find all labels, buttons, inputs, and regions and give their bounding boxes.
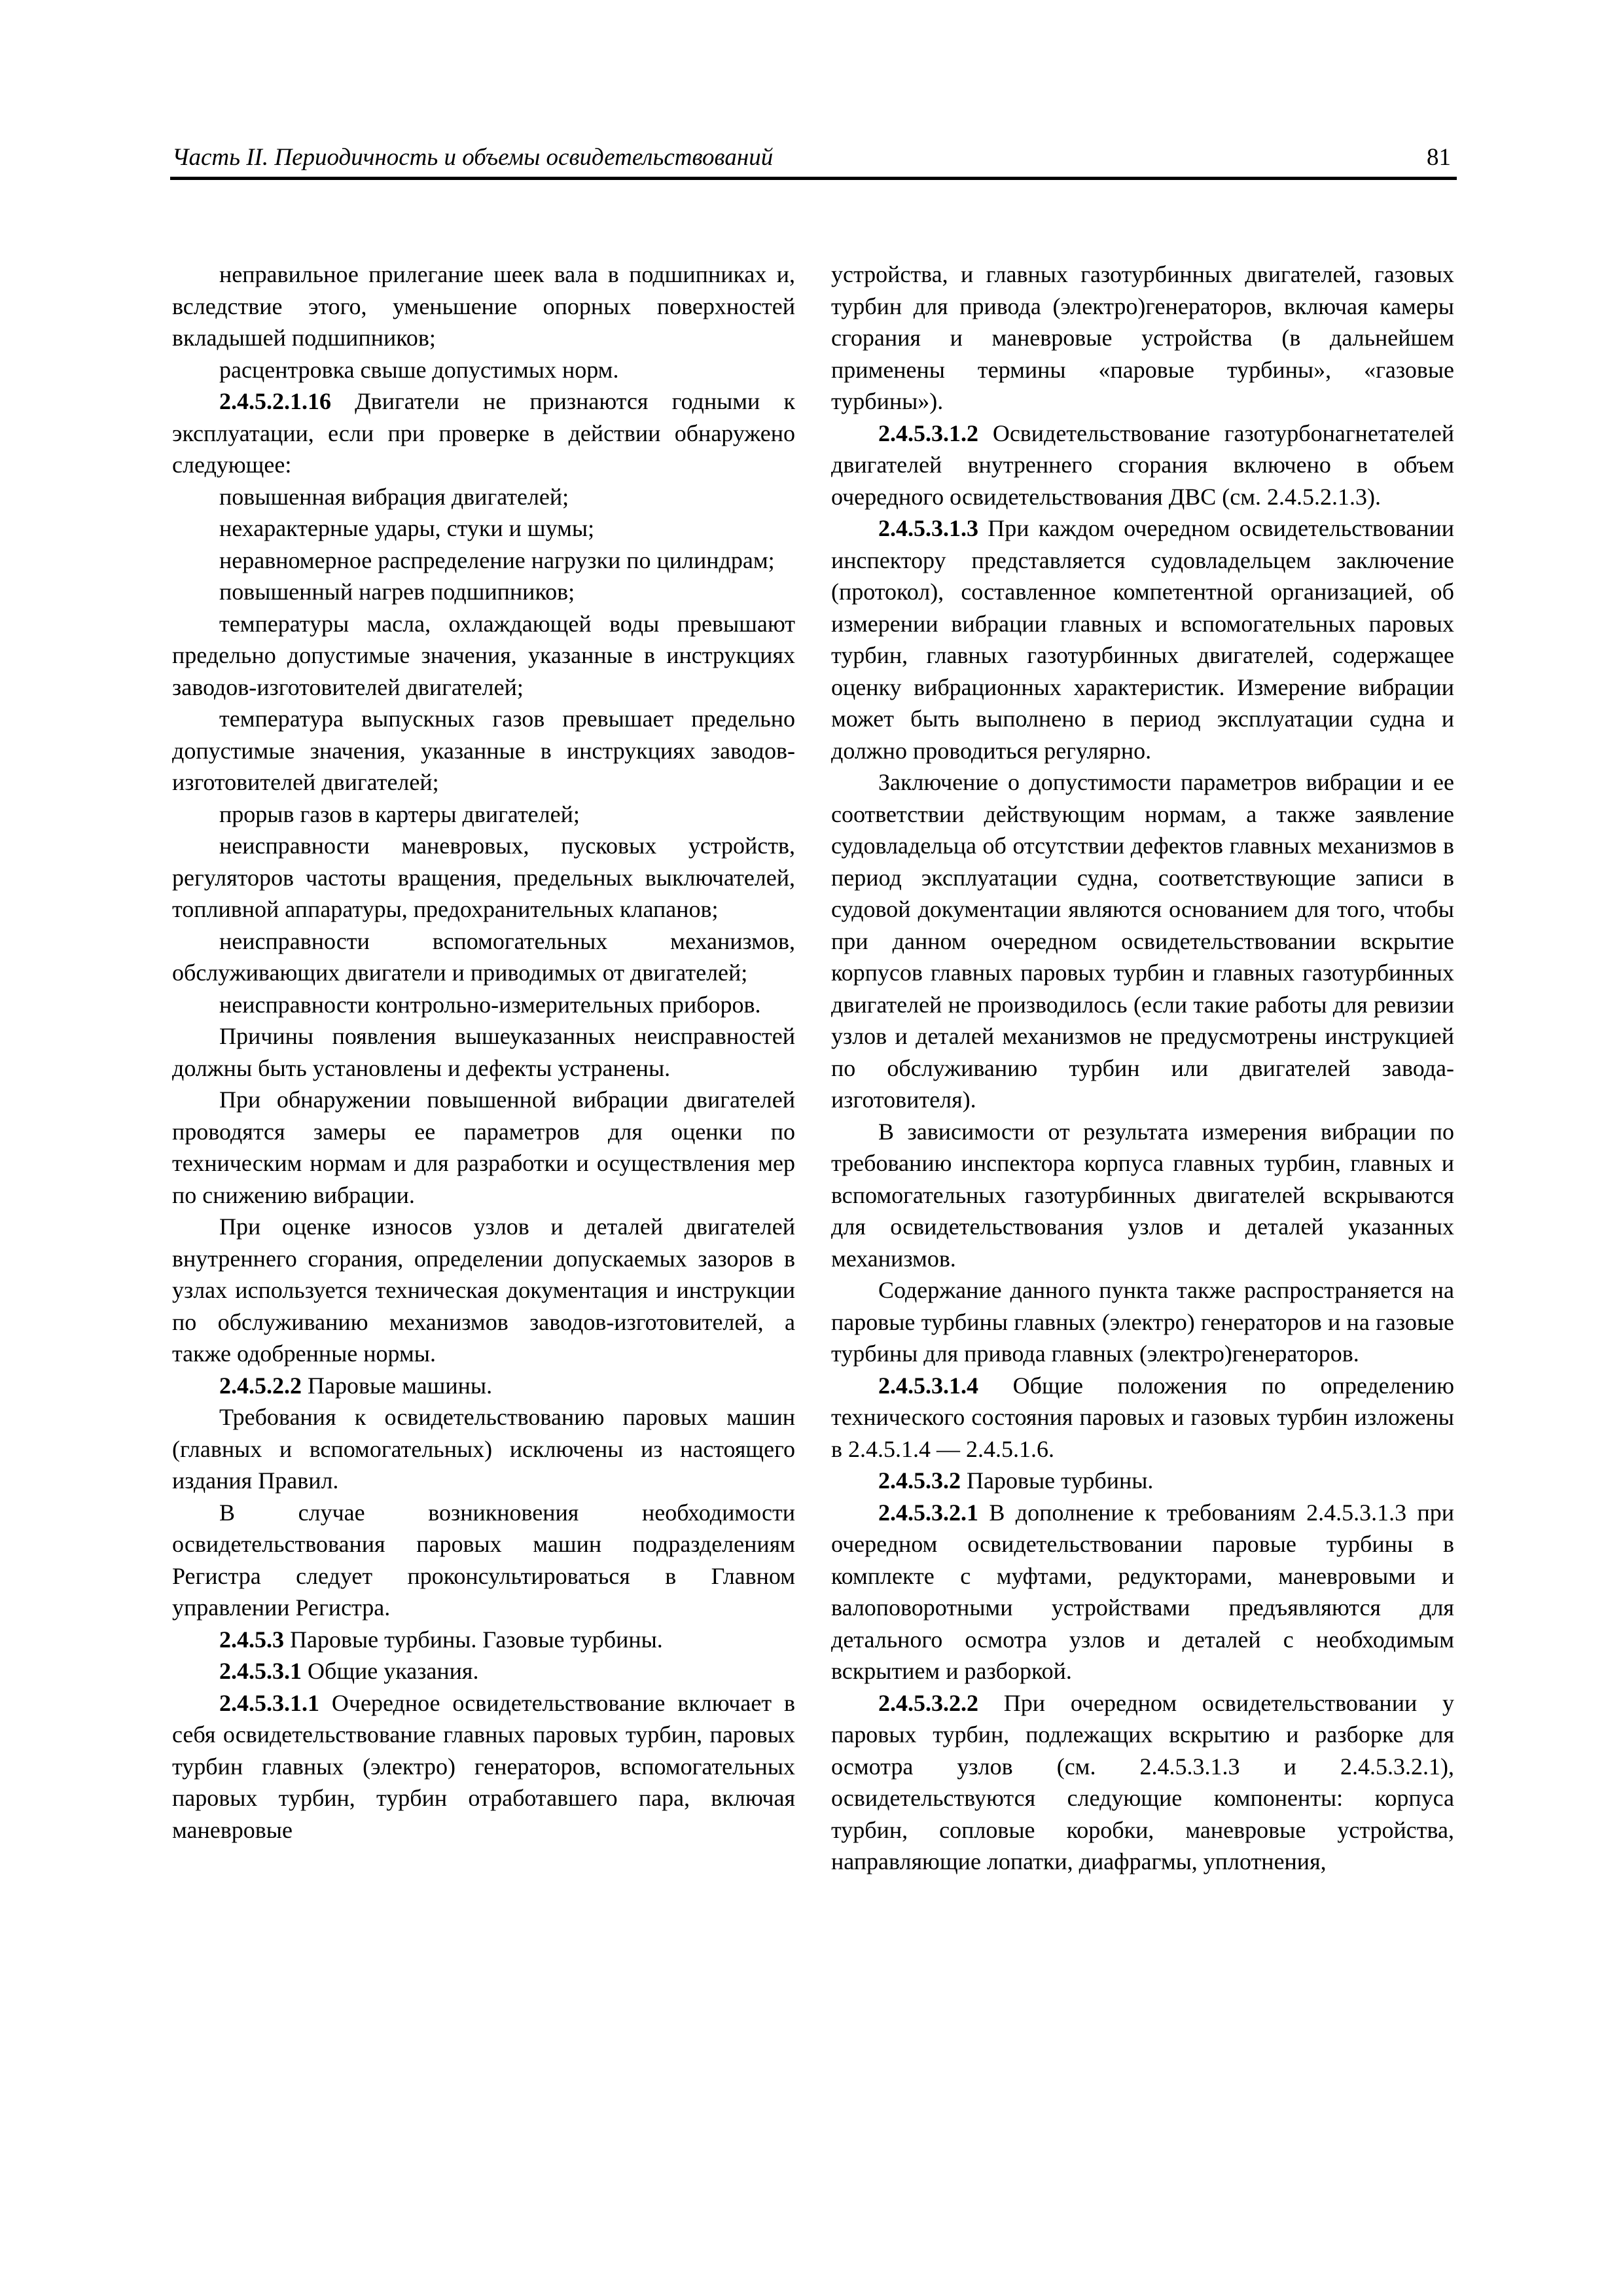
paragraph xyxy=(831,1274,1454,1370)
section-number: 2.4.5.3.1.3 xyxy=(878,515,978,541)
paragraph-text: температуры масла, охлаждающей воды превышают предельно допустимые значения, указанные в инструкциях заводов-изготовителей двигателей; xyxy=(172,610,795,700)
section-number: 2.4.5.3.1.4 xyxy=(878,1372,978,1399)
running-header-title: Часть II. Периодичность и объемы освидетельствований xyxy=(172,144,774,171)
paragraph-text: Содержание данного пункта также распространяется на паровые турбины главных (электро) генераторов и на газовые турбины для привода главных (электро)генераторов. xyxy=(831,1277,1454,1367)
paragraph xyxy=(172,925,795,989)
paragraph-text: При оценке износов узлов и деталей двигателей внутреннего сгорания, определении допускаемых зазоров в узлах используется техническая документация и инструкции по обслуживанию механизмов заводов-изготовителей, а также одобренные нормы. xyxy=(172,1213,795,1367)
paragraph xyxy=(172,608,795,704)
paragraph-text: В зависимости от результата измерения вибрации по требованию инспектора корпуса главных турбин, главных и вспомогательных газотурбинных двигателей вскрываются для освидетельствования узлов и деталей указанных механизмов. xyxy=(831,1118,1454,1272)
paragraph-text: Паровые турбины. xyxy=(961,1467,1154,1494)
paragraph-text: неравномерное распределение нагрузки по цилиндрам; xyxy=(219,547,775,573)
paragraph xyxy=(172,1084,795,1211)
paragraph xyxy=(172,545,795,577)
paragraph xyxy=(831,1497,1454,1687)
paragraph-text: неисправности контрольно-измерительных приборов. xyxy=(219,991,761,1018)
paragraph xyxy=(172,1497,795,1624)
paragraph-text: При очередном освидетельствовании у паровых турбин, подлежащих вскрытию и разборке для осмотра узлов (см. 2.4.5.3.1.3 и 2.4.5.3.2.1), освидетельствуются следующие компоненты: корпуса турбин, сопловые коробки, маневровые устройства, направляющие лопатки, диафрагмы, уплотнения, xyxy=(831,1689,1454,1874)
section-number: 2.4.5.3.2 xyxy=(878,1467,961,1494)
paragraph-text: Освидетельствование газотурбонагнетателей двигателей внутреннего сгорания включено в объем очередного освидетельствования ДВС (см. 2.4.5.2.1.3). xyxy=(831,420,1454,510)
paragraph-text: повышенная вибрация двигателей; xyxy=(219,483,569,510)
section-number: 2.4.5.3.2.1 xyxy=(878,1499,978,1526)
paragraph-text: расцентровка свыше допустимых норм. xyxy=(219,356,619,383)
paragraph-text: Очередное освидетельствование включает в себя освидетельствование главных паровых турбин, паровых турбин главных (электро) генераторов, вспомогательных паровых турбин, турбин отработавшего пара, включая маневровые xyxy=(172,1689,795,1843)
right-text-column xyxy=(831,259,1454,1878)
paragraph-text: Общие указания. xyxy=(302,1658,479,1684)
paragraph-text: В дополнение к требованиям 2.4.5.3.1.3 при очередном освидетельствовании паровые турбины в комплекте с муфтами, редукторами, маневровыми и валоповоротными устройствами предъявляются для детального осмотра узлов и деталей с необходимым вскрытием и разборкой. xyxy=(831,1499,1454,1684)
paragraph xyxy=(172,576,795,608)
paragraph-text: неисправности вспомогательных механизмов, обслуживающих двигатели и приводимых от двигателей; xyxy=(172,927,795,986)
paragraph xyxy=(172,259,795,354)
paragraph-text: Общие положения по определению технического состояния паровых и газовых турбин изложены в 2.4.5.1.4 — 2.4.5.1.6. xyxy=(831,1372,1454,1462)
paragraph xyxy=(831,1370,1454,1465)
section-number: 2.4.5.2.2 xyxy=(219,1372,302,1399)
paragraph xyxy=(172,1655,795,1687)
paragraph-text: Требования к освидетельствованию паровых машин (главных и вспомогательных) исключены из настоящего издания Правил. xyxy=(172,1404,795,1494)
paragraph-text: Двигатели не признаются годными к эксплуатации, если при проверке в действии обнаружено следующее: xyxy=(172,388,795,478)
paragraph xyxy=(172,1624,795,1656)
section-number: 2.4.5.2.1.16 xyxy=(219,388,331,414)
paragraph xyxy=(172,989,795,1021)
paragraph xyxy=(831,512,1454,766)
paragraph-text: температура выпускных газов превышает предельно допустимые значения, указанные в инструкциях заводов-изготовителей двигателей; xyxy=(172,706,795,795)
paragraph-text: При обнаружении повышенной вибрации двигателей проводятся замеры ее параметров для оценки по техническим нормам и для разработки и осуществления мер по снижению вибрации. xyxy=(172,1086,795,1208)
section-number: 2.4.5.3.1.2 xyxy=(878,420,978,446)
paragraph xyxy=(172,798,795,831)
header-rule xyxy=(170,177,1457,180)
section-number: 2.4.5.3.2.2 xyxy=(878,1689,978,1716)
paragraph-text: неправильное прилегание шеек вала в подшипниках и, вследствие этого, уменьшение опорных поверхностей вкладышей подшипников; xyxy=(172,261,795,351)
paragraph xyxy=(172,386,795,481)
paragraph xyxy=(172,354,795,386)
paragraph xyxy=(831,259,1454,418)
paragraph xyxy=(831,1116,1454,1275)
section-number: 2.4.5.3.1 xyxy=(219,1658,302,1684)
paragraph-text: При каждом очередном освидетельствовании инспектору представляется судовладельцем заключение (протокол), составленное компетентной организацией, об измерении вибрации главных и вспомогательных паровых турбин, главных газотурбинных двигателей, содержащее оценку вибрационных характеристик. Измерение вибрации может быть выполнено в период эксплуатации судна и должно проводиться регулярно. xyxy=(831,515,1454,764)
paragraph-text: неисправности маневровых, пусковых устройств, регуляторов частоты вращения, предельных выключателей, топливной аппаратуры, предохранительных клапанов; xyxy=(172,833,795,922)
paragraph-text: нехарактерные удары, стуки и шумы; xyxy=(219,515,595,541)
paragraph-text: Причины появления вышеуказанных неисправностей должны быть установлены и дефекты устранены. xyxy=(172,1023,795,1081)
paragraph xyxy=(172,1401,795,1497)
paragraph xyxy=(172,481,795,513)
paragraph-text: Заключение о допустимости параметров вибрации и ее соответствии действующим нормам, а также заявление судовладельца об отсутствии дефектов главных механизмов в период эксплуатации судна, соответствующие записи в судовой документации являются основанием для того, чтобы при данном очередном освидетельствовании вскрытие корпусов главных паровых турбин и главных газотурбинных двигателей не производилось (если такие работы для ревизии узлов и деталей механизмов не предусмотрены инструкцией по обслуживанию турбин или двигателей завода-изготовителя). xyxy=(831,769,1454,1113)
paragraph xyxy=(172,512,795,545)
paragraph xyxy=(831,1465,1454,1497)
paragraph xyxy=(831,418,1454,513)
paragraph xyxy=(172,1370,795,1402)
paragraph-text: В случае возникновения необходимости освидетельствования паровых машин подразделениям Регистра следует проконсультироваться в Главном управлении Регистра. xyxy=(172,1499,795,1621)
page-number: 81 xyxy=(1427,144,1451,171)
paragraph-text: прорыв газов в картеры двигателей; xyxy=(219,800,580,827)
section-number: 2.4.5.3 xyxy=(219,1626,284,1653)
paragraph xyxy=(172,1687,795,1846)
paragraph xyxy=(831,1687,1454,1878)
paragraph-text: Паровые турбины. Газовые турбины. xyxy=(284,1626,663,1653)
paragraph-text: повышенный нагрев подшипников; xyxy=(219,579,575,605)
paragraph xyxy=(172,1020,795,1084)
paragraph-text: устройства, и главных газотурбинных двигателей, газовых турбин для привода (электро)генераторов, включая камеры сгорания и маневровые устройства (в дальнейшем применены термины «паровые турбины», «газовые турбины»). xyxy=(831,261,1454,414)
paragraph xyxy=(172,703,795,798)
paragraph xyxy=(831,766,1454,1116)
paragraph xyxy=(172,830,795,925)
paragraph-text: Паровые машины. xyxy=(302,1372,493,1399)
section-number: 2.4.5.3.1.1 xyxy=(219,1689,319,1716)
paragraph xyxy=(172,1211,795,1370)
left-text-column xyxy=(172,259,795,1846)
